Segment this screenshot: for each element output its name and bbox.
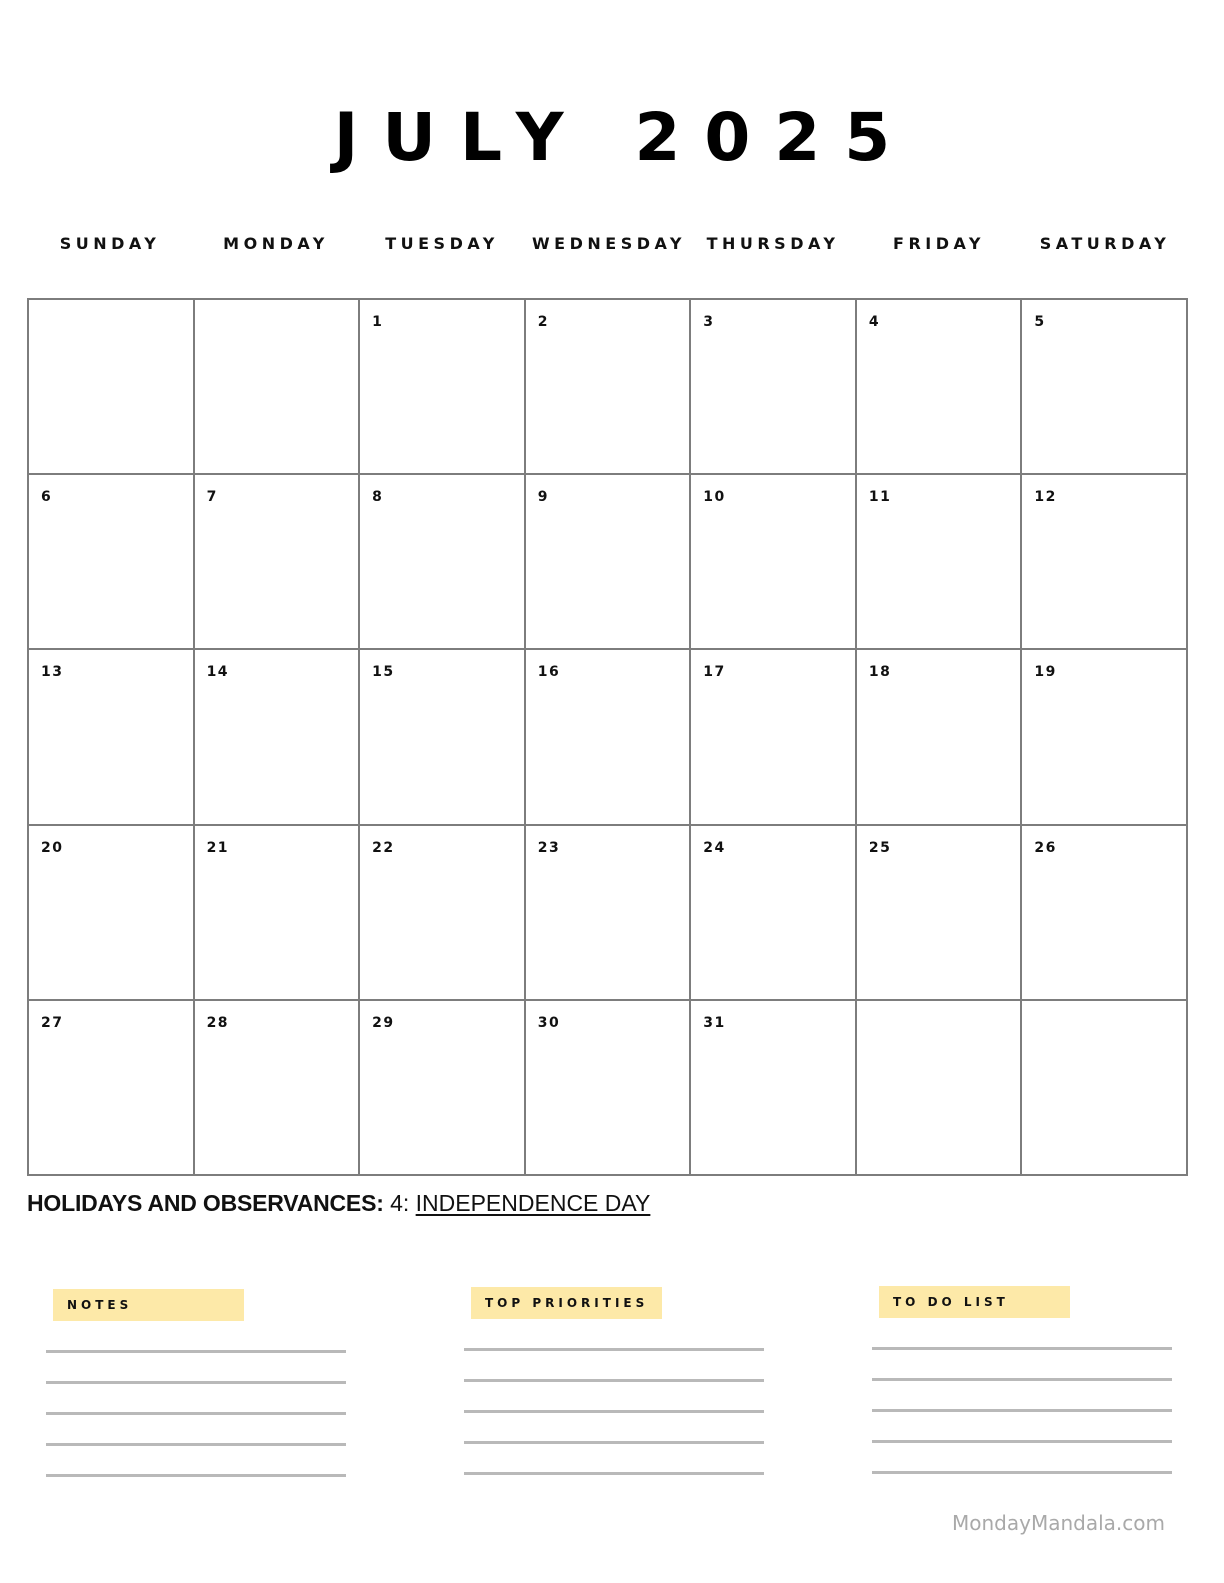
day-cell[interactable]: [1022, 826, 1188, 1001]
priorities-line[interactable]: [464, 1441, 764, 1444]
day-cell[interactable]: [195, 826, 361, 1001]
todo-section: [872, 1286, 1172, 1476]
day-cell[interactable]: [195, 650, 361, 825]
day-cell[interactable]: [195, 300, 361, 475]
day-number: 16: [537, 664, 561, 681]
day-number: 21: [206, 839, 230, 856]
day-cell[interactable]: [360, 650, 526, 825]
weekday-header-row: [27, 232, 1188, 256]
day-cell[interactable]: [526, 826, 692, 1001]
calendar-grid: [27, 298, 1188, 1176]
day-cell[interactable]: [526, 1001, 692, 1176]
day-number: 17: [703, 664, 726, 681]
weekday-thursday: THURSDAY: [706, 234, 840, 253]
day-number: 28: [206, 1014, 230, 1031]
watermark: MondayMandala.com: [952, 1511, 1165, 1535]
day-number: 13: [41, 664, 64, 681]
notes-line[interactable]: [46, 1443, 346, 1446]
day-cell[interactable]: [360, 1001, 526, 1176]
day-cell[interactable]: [1022, 475, 1188, 650]
day-number: 12: [1034, 489, 1057, 506]
day-number: 5: [1034, 314, 1046, 330]
day-cell[interactable]: [195, 1001, 361, 1176]
day-cell[interactable]: [1022, 300, 1188, 475]
day-number: 8: [372, 489, 384, 506]
day-number: 18: [868, 664, 892, 681]
day-number: 29: [372, 1014, 395, 1031]
priorities-line[interactable]: [464, 1379, 764, 1382]
day-cell[interactable]: [526, 650, 692, 825]
day-cell[interactable]: [691, 475, 857, 650]
day-cell[interactable]: [691, 300, 857, 475]
holiday-date: 4:: [390, 1190, 410, 1216]
day-cell[interactable]: [360, 826, 526, 1001]
day-cell[interactable]: [1022, 1001, 1188, 1176]
day-cell[interactable]: [360, 300, 526, 475]
day-cell[interactable]: [29, 300, 195, 475]
day-number: 26: [1034, 839, 1057, 856]
day-number: 23: [537, 839, 561, 856]
day-cell[interactable]: [691, 650, 857, 825]
notes-label: NOTES: [53, 1289, 244, 1321]
day-number: 22: [372, 839, 395, 856]
day-cell[interactable]: [29, 1001, 195, 1176]
day-cell[interactable]: [857, 650, 1023, 825]
day-number: 30: [537, 1014, 561, 1031]
todo-label: TO DO LIST: [879, 1286, 1070, 1318]
holiday-link[interactable]: INDEPENDENCE DAY: [415, 1190, 651, 1216]
day-number: 2: [537, 314, 549, 330]
priorities-line[interactable]: [464, 1348, 764, 1351]
day-cell[interactable]: [1022, 650, 1188, 825]
day-number: 11: [868, 489, 892, 506]
day-number: 24: [703, 839, 726, 856]
day-number: 19: [1034, 664, 1057, 681]
todo-line[interactable]: [872, 1378, 1172, 1381]
weekday-sunday: SUNDAY: [59, 234, 161, 253]
weekday-friday: FRIDAY: [893, 234, 985, 253]
day-number: 15: [372, 664, 395, 681]
day-cell[interactable]: [857, 475, 1023, 650]
day-number: 20: [41, 839, 64, 856]
notes-line[interactable]: [46, 1412, 346, 1415]
weekday-tuesday: TUESDAY: [385, 234, 499, 253]
todo-line[interactable]: [872, 1347, 1172, 1350]
day-cell[interactable]: [29, 826, 195, 1001]
weekday-saturday: SATURDAY: [1039, 234, 1171, 253]
notes-section: [46, 1289, 346, 1479]
day-cell[interactable]: [691, 1001, 857, 1176]
day-cell[interactable]: [857, 1001, 1023, 1176]
day-number: 3: [703, 314, 715, 330]
day-number: 9: [537, 489, 549, 506]
priorities-line[interactable]: [464, 1410, 764, 1413]
day-cell[interactable]: [29, 650, 195, 825]
priorities-line[interactable]: [464, 1472, 764, 1475]
day-number: 7: [206, 489, 218, 506]
notes-line[interactable]: [46, 1474, 346, 1477]
day-cell[interactable]: [526, 300, 692, 475]
day-cell[interactable]: [526, 475, 692, 650]
day-number: 14: [206, 664, 230, 681]
day-cell[interactable]: [29, 475, 195, 650]
day-cell[interactable]: [360, 475, 526, 650]
day-cell[interactable]: [691, 826, 857, 1001]
day-number: 31: [703, 1014, 726, 1031]
day-cell[interactable]: [857, 826, 1023, 1001]
day-number: 10: [703, 489, 726, 506]
day-number: 6: [41, 489, 53, 506]
day-number: 1: [372, 314, 384, 330]
holidays-line: [27, 1188, 650, 1218]
priorities-label: TOP PRIORITIES: [471, 1287, 662, 1319]
priorities-section: [464, 1287, 764, 1477]
notes-line[interactable]: [46, 1350, 346, 1353]
todo-line[interactable]: [872, 1409, 1172, 1412]
notes-line[interactable]: [46, 1381, 346, 1384]
weekday-wednesday: WEDNESDAY: [532, 234, 686, 253]
todo-line[interactable]: [872, 1471, 1172, 1474]
day-number: 25: [868, 839, 892, 856]
todo-line[interactable]: [872, 1440, 1172, 1443]
calendar-title: JULY 2025: [333, 99, 915, 176]
holidays-label: HOLIDAYS AND OBSERVANCES:: [27, 1190, 384, 1216]
day-cell[interactable]: [857, 300, 1023, 475]
day-number: 4: [868, 314, 881, 330]
day-cell[interactable]: [195, 475, 361, 650]
weekday-monday: MONDAY: [223, 234, 329, 253]
day-number: 27: [41, 1014, 64, 1031]
